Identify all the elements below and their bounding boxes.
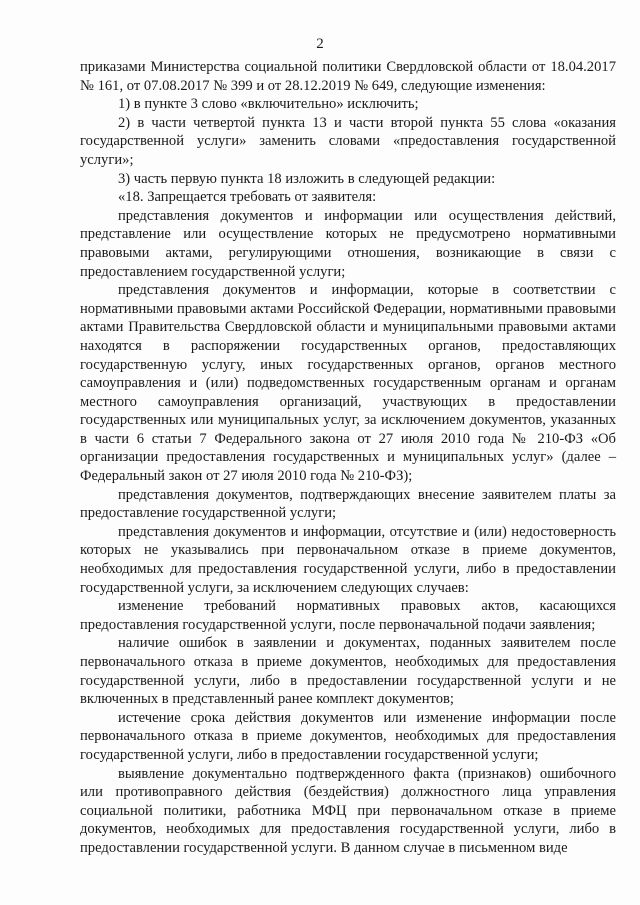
paragraph: изменение требований нормативных правовых актов, касающихся предоставления государственной услуги, после первоначальной подачи заявления; <box>80 598 616 633</box>
paragraph: представления документов и информации, отсутствие и (или) недостоверность которых не указывались при первоначальном отказе в приеме документов, необходимых для предоставления государственной услуги, либо в предоставлении государственной услуги, за исключением следующих случаев: <box>80 523 616 596</box>
paragraph: «18. Запрещается требовать от заявителя: <box>118 189 377 206</box>
paragraph: представления документов и информации, которые в соответствии с нормативными правовыми актами Российской Федерации, нормативными правовыми актами Правительства Свердловской области и муниципальными правовыми актами находятся в распоряжении государственных органов, предоставляющих государственную услугу, иных государственных органов, органов местного самоуправления и (или) подведомственных государственным органам и органам местного самоуправления организаций, участвующих в предоставлении государственных или муниципальных услуг, за исключением документов, указанных в части 6 статьи 7 Федерального закона от 27 июля 2010 года № 210-ФЗ «Об организации предоставления государственных и муниципальных услуг» (далее – Федеральный закон от 27 июля 2010 года № 210-ФЗ); <box>80 282 616 485</box>
paragraph: 3) часть первую пункта 18 изложить в следующей редакции: <box>118 170 496 187</box>
paragraph: 1) в пункте 3 слово «включительно» исключить; <box>118 96 419 113</box>
paragraph: 2) в части четвертой пункта 13 и части второй пункта 55 слова «оказания государственной услуги» заменить словами «предоставления государственной услуги»; <box>80 114 616 168</box>
page-number: 2 <box>316 36 324 52</box>
paragraph: представления документов и информации или осуществления действий, представление или осуществление которых не предусмотрено нормативными правовыми актами, регулирующими отношения, возникающие в связи с предоставлением государственной услуги; <box>80 207 616 280</box>
document-body <box>80 58 616 858</box>
paragraph: наличие ошибок в заявлении и документах, поданных заявителем после первоначального отказа в приеме документов, необходимых для предоставления государственной услуги, либо в предоставлении государственной услуги и не включенных в представленный ранее комплект документов; <box>80 635 616 708</box>
paragraph: представления документов, подтверждающих внесение заявителем платы за предоставление государственной услуги; <box>80 486 616 522</box>
paragraph: выявление документально подтвержденного факта (признаков) ошибочного или противоправного действия (бездействия) должностного лица управления социальной политики, работника МФЦ при первоначальном отказе в приеме документов, необходимых для предоставления государственной услуги, либо в предоставлении государственной услуги. В данном случае в письменном виде <box>80 765 616 856</box>
paragraph: приказами Министерства социальной политики Свердловской области от 18.04.2017 № 161, от 07.08.2017 № 399 и от 28.12.2019 № 649, следующие изменения: <box>80 59 616 94</box>
paragraph: истечение срока действия документов или изменение информации после первоначального отказа в приеме документов, необходимых для предоставления государственной услуги, либо в предоставлении государственной услуги; <box>80 709 616 763</box>
